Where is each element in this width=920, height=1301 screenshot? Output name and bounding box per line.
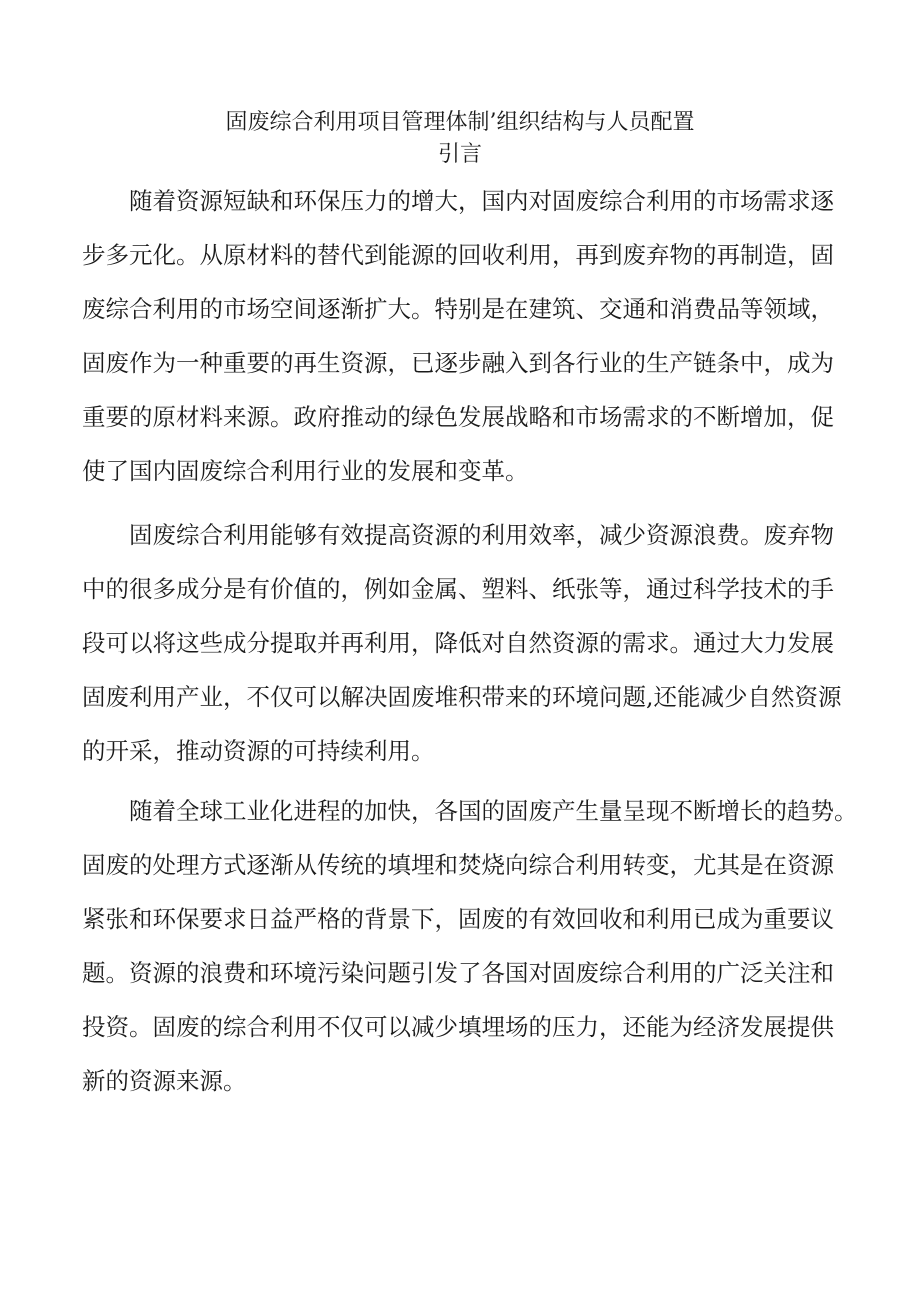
paragraph-line: 步多元化。从原材料的替代到能源的回收利用，再到废弃物的再制造，固 (82, 241, 834, 269)
paragraph-2 (82, 508, 841, 778)
paragraph-line: 重要的原材料来源。政府推动的绿色发展战略和市场需求的不断增加，促 (82, 403, 834, 431)
paragraph-line: 固废的处理方式逐渐从传统的填埋和焚烧向综合利用转变，尤其是在资源 (82, 851, 834, 879)
paragraph-line: 紧张和环保要求日益严格的背景下，固废的有效回收和利用已成为重要议 (82, 905, 834, 933)
paragraph-line: 固废综合利用能够有效提高资源的利用效率，减少资源浪费。废弃物 (129, 521, 834, 549)
paragraph-line: 中的很多成分是有价值的，例如金属、塑料、纸张等，通过科学技术的手 (82, 575, 834, 603)
paragraph-line: 题。资源的浪费和环境污染问题引发了各国对固废综合利用的广泛关注和 (82, 959, 834, 987)
paragraph-line: 的开采，推动资源的可持续利用。 (82, 737, 435, 765)
paragraph-line: 固废作为一种重要的再生资源，已逐步融入到各行业的生产链条中，成为 (82, 349, 834, 377)
paragraph-3 (82, 784, 858, 1108)
document-title: 固废综合利用项目管理体制’组织结构与人员配置 (225, 110, 695, 135)
paragraph-line: 新的资源来源。 (82, 1067, 247, 1095)
paragraph-line: 固废利用产业，不仅可以解决固废堆积带来的环境问题,还能减少自然资源 (82, 683, 842, 711)
paragraph-line: 随着资源短缺和环保压力的增大，国内对固废综合利用的市场需求逐 (129, 187, 834, 215)
paragraph-line: 使了国内固废综合利用行业的发展和变革。 (82, 457, 529, 485)
paragraph-line: 废综合利用的市场空间逐渐扩大。特别是在建筑、交通和消费品等领域， (82, 295, 834, 323)
paragraph-line: 随着全球工业化进程的加快，各国的固废产生量呈现不断增长的趋势。 (129, 797, 858, 825)
paragraph-1 (82, 174, 834, 498)
paragraph-line: 段可以将这些成分提取并再利用，降低对自然资源的需求。通过大力发展 (82, 629, 834, 657)
paragraph-line: 投资。固废的综合利用不仅可以减少填埋场的压力，还能为经济发展提供 (82, 1013, 834, 1041)
document-subtitle: 引言 (437, 142, 482, 167)
